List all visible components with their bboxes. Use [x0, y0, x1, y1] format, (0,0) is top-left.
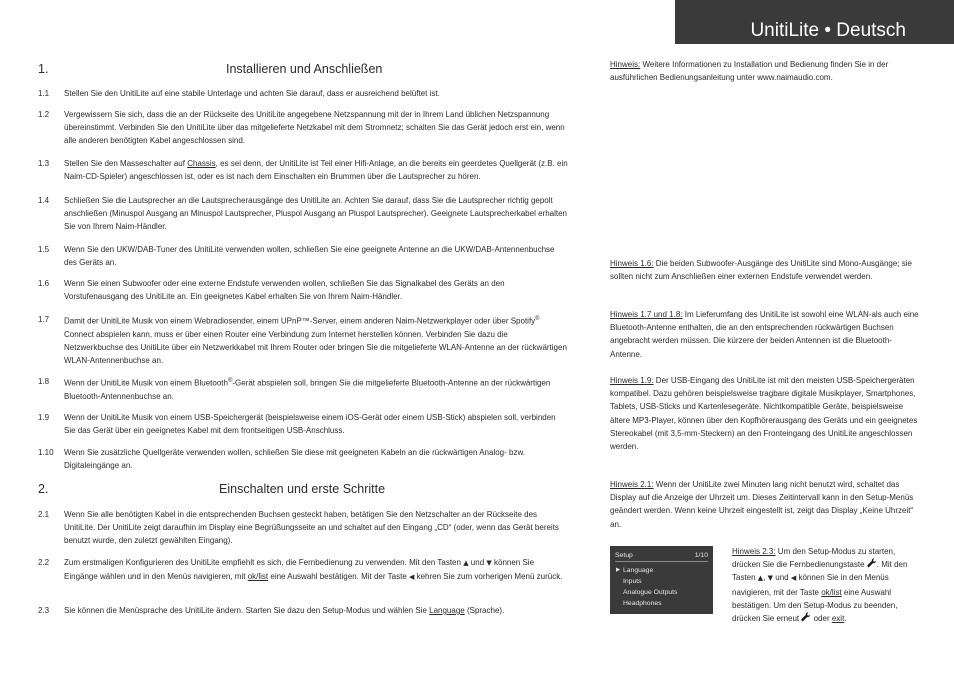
note-2-3: [732, 545, 918, 625]
step-text: [64, 313, 568, 367]
step-text: Wenn der UnitiLite Musik von einem USB-Speichergerät (beispielsweise einem iOS-Gerät oder einem USB-Stick) abspielen soll, verbinden Sie das Gerät über ein geeignetes Kabel mit dem frontseitigen USB-Anschluss.: [64, 413, 556, 436]
note-label: Hinweis:: [610, 60, 641, 69]
ok-list-key: ok/list: [821, 587, 842, 597]
language-menu-item: Language: [429, 606, 465, 615]
note-text: .: [844, 614, 847, 624]
step-text: Schließen Sie die Lautsprecher an die Lautsprecherausgänge des UnitiLite an. Achten Sie darauf, dass Sie die Lautsprecher richtig gepolt anschließen (Minuspol Ausgang an Minuspol Lautsprecher, Pluspol Ausgang an Pluspol Lautsprecher). Geeignete Lautsprecherkabel erhalten Sie von Ihrem Naim-Händler.: [64, 196, 567, 232]
step-number: 1.1: [38, 89, 50, 98]
section-number: 1.: [38, 62, 49, 76]
text-run: -Gerät abspielen soll, bringen Sie die mitgelieferte Bluetooth-Antenne an der rückwärtigen Bluetooth-Antennenbuchse an.: [64, 378, 551, 401]
setup-display-screenshot: [610, 546, 713, 614]
step-1-4: [38, 194, 568, 234]
step-number: 1.5: [38, 245, 50, 254]
section-1-heading: [0, 61, 600, 77]
text-run: (Sprache).: [464, 606, 505, 615]
step-text: [64, 604, 568, 617]
title-banner: [675, 0, 954, 44]
note-2-1: [610, 478, 920, 531]
note-1-6: [610, 257, 920, 283]
text-run: Stellen Sie den Masseschalter auf: [64, 159, 188, 168]
note-label: Hinweis 2.3:: [732, 547, 776, 556]
step-number: 2.1: [38, 510, 50, 519]
step-number: 1.2: [38, 110, 50, 119]
note-text: und: [773, 573, 791, 583]
display-page-indicator: 1/10: [694, 552, 708, 559]
note-label: Hinweis 1.6:: [610, 259, 654, 268]
note-text: können Sie in den Menüs navigieren, mit der Taste: [732, 573, 889, 597]
note-label: Hinweis 2.1:: [610, 480, 654, 489]
wrench-icon: [801, 612, 811, 622]
note-text: Der USB-Eingang des UnitiLite ist mit den meisten USB-Speichergeräten kompatibel. Dazu gehören beispielsweise tragbare digitale Musikplayer, Smartphones, Tablets, USB-Sticks und Kartenlesegeräte. Nichtkompatible Geräte, beispielsweise ältere MP3-Player, können über den Kopfhörerausgang des Geräts und ein geeignetes Stereokabel (mit 3,5-mm-Steckern) an den Fronteingang des UnitiLite angeschlossen werden.: [610, 376, 918, 452]
text-run: , es sei denn, der UnitiLite ist Teil einer Hifi-Anlage, an die bereits ein geerdetes Quellgerät (z.B. ein Naim-CD-Spieler) angeschlossen ist, oder es ist nach dem Einschalten ein Brummen über die Lautsprecher zu hören.: [64, 159, 568, 182]
step-1-2: [38, 108, 568, 148]
selection-arrow-icon: ▶: [616, 567, 621, 573]
display-menu-item: Analogue Outputs: [623, 589, 678, 596]
arrow-down-icon: ▼: [486, 559, 492, 567]
text-run: kehren Sie zum vorherigen Menü zurück.: [414, 572, 563, 582]
step-text: Wenn Sie zusätzliche Quellgeräte verwenden wollen, schließen Sie diese mit geeigneten Kabeln an die rückwärtigen Analog- bzw. Digitaleingänge an.: [64, 448, 526, 471]
display-menu-item: Inputs: [623, 578, 642, 585]
note-label: Hinweis 1.9:: [610, 376, 654, 385]
arrow-up-icon: ▲: [463, 559, 469, 567]
step-number: 1.7: [38, 315, 50, 324]
text-run: eine Auswahl bestätigen. Mit der Taste: [268, 572, 409, 582]
display-title-bar: [615, 550, 708, 562]
step-text: Wenn Sie den UKW/DAB-Tuner des UnitiLite verwenden wollen, schließen Sie eine geeignete Antenne an die UKW/DAB-Antennenbuchse des Geräts an.: [64, 245, 555, 268]
wrench-icon: [867, 558, 877, 568]
arrow-down-icon: ▼: [767, 574, 774, 583]
step-number: 1.8: [38, 377, 50, 386]
step-text: Vergewissern Sie sich, dass die an der Rückseite des UnitiLite angegebene Netzspannung mit der in Ihrem Land üblichen Netzspannung übereinstimmt. Verbinden Sie den UnitiLite über das mitgelieferte Netzkabel mit dem Stromnetz; schalten Sie das Gerät jedoch erst ein, wenn alle anderen benötigten Kabel angeschlossen sind.: [64, 110, 565, 146]
text-run: Sie können die Menüsprache des UnitiLite ändern. Starten Sie dazu den Setup-Modus und wählen Sie: [64, 606, 430, 615]
step-1-9: [38, 411, 568, 437]
note-1-9: [610, 374, 920, 453]
note-text: Weitere Informationen zu Installation und Bedienung finden Sie in der ausführlichen Bedienungsanleitung unter www.naimaudio.com.: [610, 60, 889, 83]
arrow-up-icon: ▲: [757, 574, 764, 583]
registered-mark: ®: [227, 378, 233, 384]
section-2-heading: [0, 481, 600, 497]
note-text: eine Auswahl bestätigen. Um den Setup-Modus zu beenden, drücken Sie erneut: [732, 587, 898, 624]
step-2-3: [38, 604, 568, 617]
exit-key: exit: [831, 614, 845, 624]
text-run: Damit der UnitiLite Musik von einem Webradiosender, einem UPnP™-Server, einem anderen Naim-Netzwerkplayer oder über Spotify: [64, 316, 536, 326]
step-text: Stellen Sie den UnitiLite auf eine stabile Unterlage und achten Sie darauf, dass er ausreichend belüftet ist.: [64, 89, 440, 98]
arrow-left-icon: ◀: [790, 574, 797, 583]
step-text: Wenn Sie einen Subwoofer oder eine externe Endstufe verwenden wollen, schließen Sie das Signalkabel des Geräts an den Vorstufenausgang des UnitiLite an. Ein geeignetes Kabel erhalten Sie von Ihrem Naim-Händler.: [64, 279, 505, 302]
step-number: 1.3: [38, 159, 50, 168]
step-1-7: [38, 313, 568, 367]
step-1-3: [38, 157, 568, 183]
note-text: ,: [763, 573, 768, 583]
registered-mark: ®: [535, 316, 540, 322]
text-run: können Sie Eingänge wählen und in den Menüs navigieren, mit: [64, 558, 535, 582]
step-number: 2.2: [38, 558, 50, 567]
display-title: Setup: [615, 552, 633, 559]
note-1-7-1-8: [610, 308, 920, 361]
section-title: Installieren und Anschließen: [226, 62, 383, 76]
display-menu-item: Headphones: [623, 600, 662, 607]
step-2-2: [38, 556, 568, 584]
step-text: [64, 157, 568, 183]
note-text: Im Lieferumfang des UnitiLite ist sowohl eine WLAN-als auch eine Bluetooth-Antenne enthalten, die an den entsprechenden rückwärtigen Buchsen angebracht werden müssen. Die kürzere der beiden Antennen ist die Bluetooth-Antenne.: [610, 310, 919, 359]
ok-list-key: ok/list: [247, 572, 269, 582]
text-run: Zum erstmaligen Konfigurieren des UnitiLite empfiehlt es sich, die Fernbedienung zu verwenden. Mit den Tasten: [64, 558, 464, 567]
display-menu-item: Language: [623, 567, 654, 574]
step-1-1: [38, 87, 568, 100]
note-text: oder: [811, 614, 832, 624]
step-number: 1.9: [38, 413, 50, 422]
step-2-1: [38, 508, 568, 548]
note-label: Hinweis 1.7 und 1.8:: [610, 310, 683, 319]
step-1-10: [38, 446, 568, 472]
step-number: 1.6: [38, 279, 50, 288]
step-number: 2.3: [38, 606, 50, 615]
arrow-left-icon: ◀: [408, 573, 415, 582]
step-number: 1.4: [38, 196, 50, 205]
text-run: und: [468, 558, 487, 567]
step-text: [64, 556, 568, 584]
step-text: Wenn Sie alle benötigten Kabel in die entsprechenden Buchsen gesteckt haben, betätigen Sie den Netzschalter an der Rückseite des UnitiLite. Der UnitiLite zeigt daraufhin im Display eine Begrüßungsseite an und schaltet auf den Eingang „CD“ (oder, wenn das Gerät bereits benutzt wurde, den zuletzt gewählten Eingang).: [64, 510, 559, 546]
note-text: Wenn der UnitiLite zwei Minuten lang nicht benutzt wird, schaltet das Display auf die Anzeige der Uhrzeit um. Dieses Zeitintervall kann in den Setup-Menüs geändert werden. Wenn keine Uhrzeit eingestellt ist, zeigt das Display „Keine Uhrzeit“ an.: [610, 480, 914, 529]
text-run: Connect abspielen kann, muss er über einen Router eine Verbindung zum Internet herstellen können. Verbinden Sie dazu die Netzwerkbuchse des UnitiLite über ein Netzwerkkabel mit Ihrem Router oder bringen Sie die mitgelieferte WLAN-Antenne an der rückwärtigen WLAN-Antennenbuchse an.: [64, 329, 567, 366]
chassis-setting: Chassis: [187, 159, 216, 168]
step-number: 1.10: [38, 448, 54, 457]
step-1-5: [38, 243, 568, 269]
step-1-8: [38, 375, 568, 403]
note-text: . Mit den Tasten: [732, 560, 908, 583]
section-number: 2.: [38, 482, 49, 496]
text-run: Wenn der UnitiLite Musik von einem Bluetooth: [64, 378, 228, 388]
page-title: UnitiLite • Deutsch: [750, 20, 906, 41]
note-text: Um den Setup-Modus zu starten, drücken Sie die Fernbedienungstaste: [732, 547, 896, 570]
note-text: Die beiden Subwoofer-Ausgänge des UnitiLite sind Mono-Ausgänge; sie sollten nicht zum Anschließen einer externen Endstufe verwendet werden.: [610, 259, 912, 282]
step-1-6: [38, 277, 568, 303]
step-text: [64, 375, 568, 403]
note-general: [610, 58, 920, 84]
section-title: Einschalten und erste Schritte: [219, 482, 386, 496]
